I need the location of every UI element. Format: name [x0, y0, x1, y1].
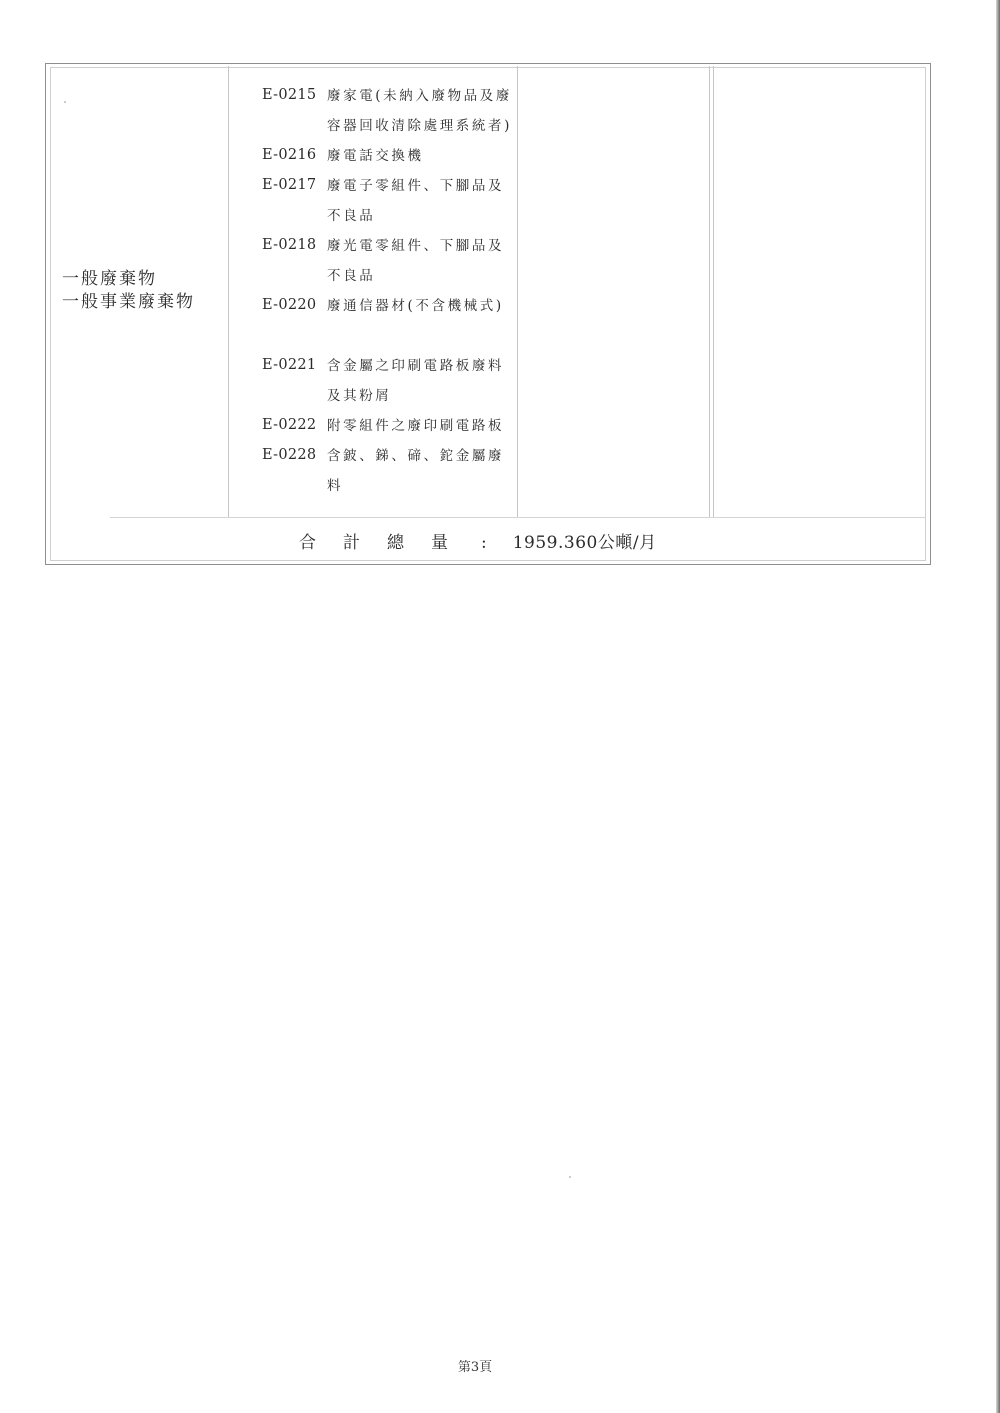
- item-code: E-0222: [262, 417, 317, 433]
- item-description: 廢光電零組件、下腳品及不良品: [327, 238, 505, 284]
- item-description: 含鈹、銻、碲、鉈金屬廢料: [327, 448, 505, 494]
- column-divider-4: [713, 66, 714, 517]
- item-code: E-0215: [262, 87, 317, 103]
- item-description: 廢電話交換機: [327, 148, 424, 164]
- scan-edge: [996, 0, 1000, 1413]
- item-description: 廢電子零組件、下腳品及不良品: [327, 178, 505, 224]
- total-row: [299, 528, 657, 553]
- total-colon: :: [481, 533, 487, 553]
- item-code: E-0220: [262, 297, 317, 313]
- item-code: E-0228: [262, 447, 317, 463]
- item-code: E-0216: [262, 147, 317, 163]
- item-code: E-0218: [262, 237, 317, 253]
- total-value: 1959.360公噸/月: [512, 533, 657, 553]
- item-description: 廢通信器材(不含機械式): [327, 298, 504, 314]
- column-divider-3: [709, 66, 710, 517]
- item-description: 含金屬之印刷電路板廢料及其粉屑: [327, 358, 505, 404]
- row-divider-total: [110, 517, 926, 518]
- total-label: 合計總量: [299, 533, 475, 553]
- scan-speck: [64, 101, 66, 103]
- column-divider-1: [228, 66, 229, 517]
- item-description: 附零組件之廢印刷電路板: [327, 418, 505, 434]
- item-code: E-0221: [262, 357, 317, 373]
- item-code: E-0217: [262, 177, 317, 193]
- item-description: 廢家電(未納入廢物品及廢容器回收清除處理系統者): [327, 88, 512, 134]
- category-line-1: 一般廢棄物: [62, 269, 157, 289]
- scan-speck: [569, 1176, 571, 1178]
- category-line-2: 一般事業廢棄物: [62, 292, 195, 312]
- page-number: 第3頁: [457, 1360, 493, 1375]
- waste-category: [62, 268, 195, 314]
